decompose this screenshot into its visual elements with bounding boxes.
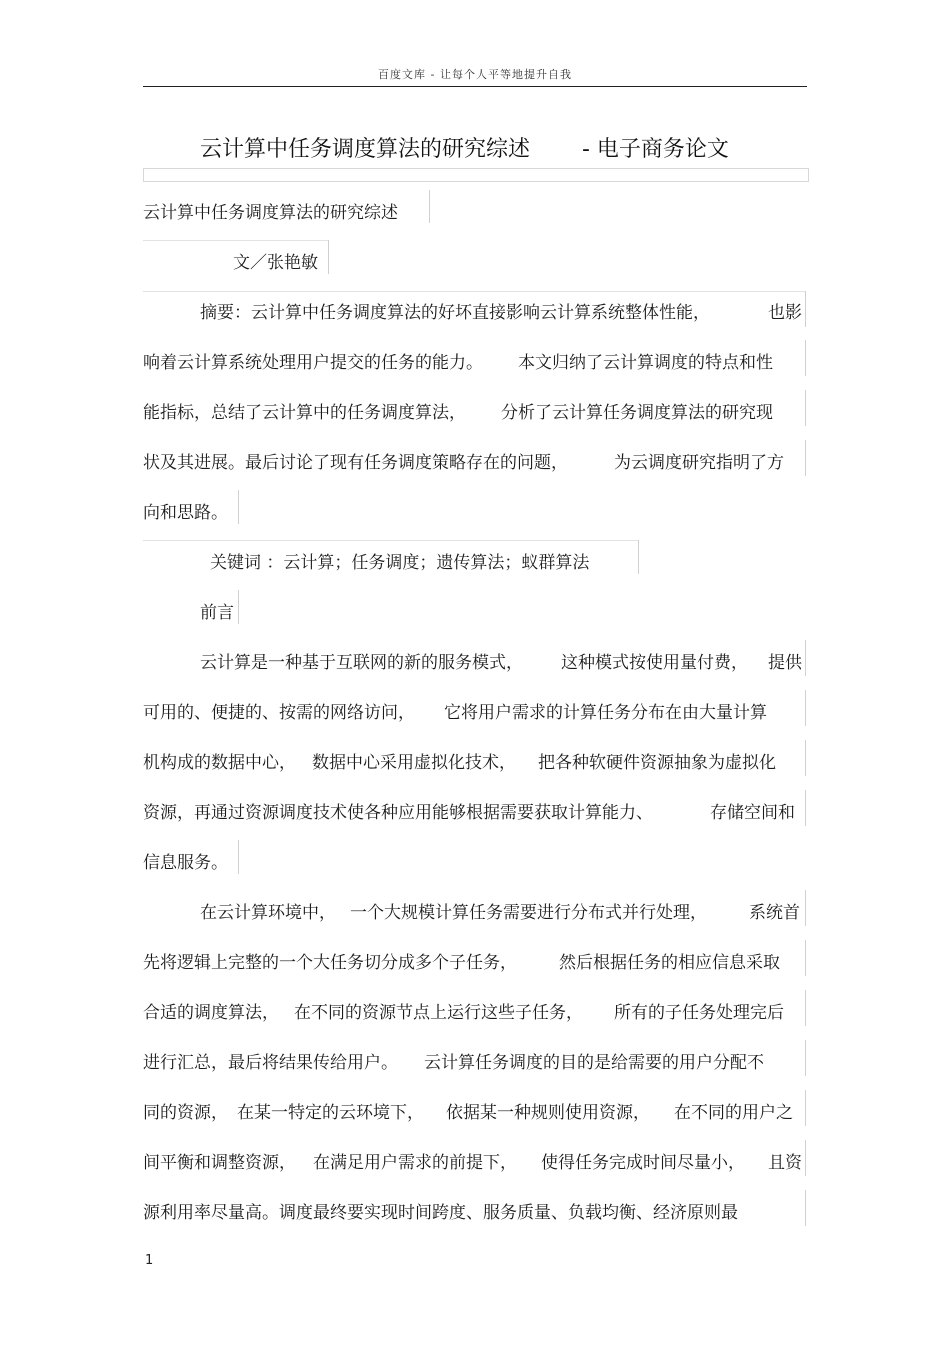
section-heading-preface: 前言 [200,603,234,623]
para1-line-1c: 提供 [768,653,802,673]
frame-line [238,590,239,624]
para1-line-1a: 云计算是一种基于互联网的新的服务模式， [200,653,523,673]
keywords: 关键词 ：云计算；任务调度；遗传算法；蚁群算法 [210,553,590,573]
frame-line [805,790,806,826]
author: 文／张艳敏 [233,253,318,273]
abstract-line-1a: 摘要：云计算中任务调度算法的好坏直接影响云计算系统整体性能， [200,303,710,323]
para2-line-6c: 使得任务完成时间尽量小， [541,1153,745,1173]
abstract-line-4b: 为云调度研究指明了方 [614,453,784,473]
frame-line [429,190,430,223]
document-title: 云计算中任务调度算法的研究综述 [200,137,531,162]
frame-line [238,490,239,524]
para2-line-5d: 在不同的用户之 [674,1103,793,1123]
para2-line-4b: 云计算任务调度的目的是给需要的用户分配不 [424,1053,764,1073]
frame-line [805,340,806,376]
frame-line [805,990,806,1026]
para2-line-5b: 在某一特定的云环境下， [237,1103,424,1123]
document-title-suffix: - 电子商务论文 [582,137,729,162]
frame-line [143,240,328,241]
para2-line-1a: 在云计算环境中， [200,903,336,923]
para1-line-3c: 把各种软硬件资源抽象为虚拟化 [538,753,776,773]
frame-line [805,291,806,327]
para1-line-3a: 机构成的数据中心， [143,753,296,773]
para1-line-4b: 存储空间和 [710,803,795,823]
subtitle: 云计算中任务调度算法的研究综述 [143,203,398,223]
frame-line [805,640,806,676]
frame-line [805,1140,806,1176]
title-frame [143,168,809,182]
para2-line-5c: 依据某一种规则使用资源， [446,1103,650,1123]
abstract-line-4a: 状及其进展。最后讨论了现有任务调度策略存在的问题， [143,453,568,473]
frame-line [805,440,806,476]
frame-line [638,540,639,574]
frame-line [143,540,638,541]
para2-line-3a: 合适的调度算法， [143,1003,279,1023]
para1-line-2b: 它将用户需求的计算任务分布在由大量计算 [444,703,767,723]
frame-line [805,690,806,726]
para2-line-7: 源利用率尽量高。调度最终要实现时间跨度、服务质量、负载均衡、经济原则最 [143,1203,738,1223]
para1-line-1b: 这种模式按使用量付费， [561,653,748,673]
para2-line-1c: 系统首 [749,903,800,923]
para1-line-5: 信息服务。 [143,853,228,873]
para2-line-3c: 所有的子任务处理完后 [614,1003,784,1023]
page-number: 1 [145,1253,154,1268]
abstract-line-1b: 也影 [768,303,802,323]
para1-line-3b: 数据中心采用虚拟化技术， [312,753,516,773]
frame-line [238,840,239,874]
abstract-line-2a: 响着云计算系统处理用户提交的任务的能力。 [143,353,483,373]
abstract-line-3a: 能指标，总结了云计算中的任务调度算法， [143,403,466,423]
frame-line [805,890,806,926]
frame-line [143,291,805,292]
para2-line-2b: 然后根据任务的相应信息采取 [559,953,780,973]
para1-line-4a: 资源，再通过资源调度技术使各种应用能够根据需要获取计算能力、 [143,803,653,823]
abstract-line-2b: 本文归纳了云计算调度的特点和性 [518,353,773,373]
para2-line-1b: 一个大规模计算任务需要进行分布式并行处理， [350,903,707,923]
para1-line-2a: 可用的、便捷的、按需的网络访问， [143,703,415,723]
frame-line [805,1090,806,1126]
frame-line [805,1040,806,1076]
frame-line [805,740,806,776]
frame-line [328,240,329,274]
abstract-line-3b: 分析了云计算任务调度算法的研究现 [501,403,773,423]
abstract-line-5: 向和思路。 [143,503,228,523]
para2-line-6b: 在满足用户需求的前提下， [313,1153,517,1173]
page-header: 百度文库 - 让每个人平等地提升自我 [378,68,572,81]
para2-line-2a: 先将逻辑上完整的一个大任务切分成多个子任务， [143,953,517,973]
frame-line [805,940,806,976]
frame-line [805,390,806,426]
para2-line-4a: 进行汇总，最后将结果传给用户。 [143,1053,398,1073]
para2-line-6d: 且资 [768,1153,802,1173]
frame-line [805,1190,806,1226]
para2-line-6a: 间平衡和调整资源， [143,1153,296,1173]
para2-line-5a: 同的资源， [143,1103,228,1123]
header-rule [143,86,807,87]
para2-line-3b: 在不同的资源节点上运行这些子任务， [294,1003,583,1023]
